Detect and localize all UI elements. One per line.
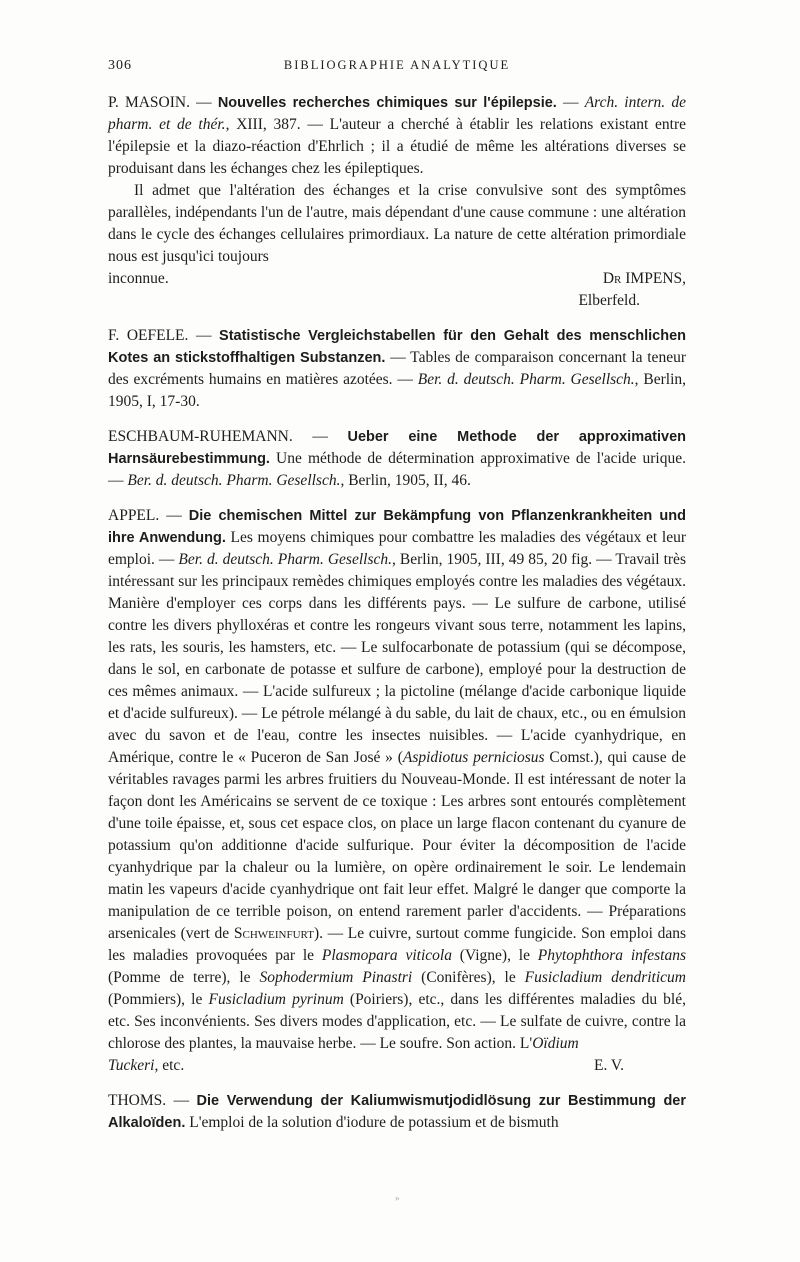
entry-title: Ueber eine Methode der approximativen Harnsäurebestimmung.: [108, 429, 686, 467]
entry-text: (Pomme de terre), le: [108, 969, 260, 986]
person-name: Schweinfurt: [233, 925, 314, 942]
entry-oefele: F. OEFELE. — Statistische Vergleichstabellen für den Gehalt des menschlichen Kotes an stickstoffhaltigen Substanzen. — Tables de comparaison concernant la teneur des excréments humains en matières azotées. — Ber. d. deutsch. Pharm. Gesellsch., Berlin, 1905, I, 17-30.: [108, 327, 687, 410]
entry-text: ). — Le cuivre, surtout comme fungicide. Son emploi dans les maladies provoquées par le: [108, 925, 686, 964]
entry-source: Ber. d. deutsch. Pharm. Gesellsch.: [417, 371, 635, 388]
species-name: Phytophthora infestans: [537, 947, 686, 964]
entry-text: (Pommiers), le: [108, 991, 209, 1008]
running-header: [108, 58, 686, 80]
entry-text: Il admet que l'altération des échanges et la crise convulsive sont des symptômes parallèles, indépendants l'un de l'autre, mais dépendant d'une cause commune : une altération dans le cycle des échanges cellulaires primordiaux. La nature de cette altération primordiale nous est jusqu'ici toujours: [108, 182, 686, 265]
entry-author: APPEL.: [108, 507, 160, 524]
species-name: Tuckeri: [108, 1057, 155, 1074]
reviewer-place: Elberfeld.: [578, 292, 640, 309]
species-name: Aspidiotus perniciosus: [402, 749, 545, 766]
species-name: Oïdium: [532, 1035, 579, 1052]
entry-text: , Berlin, 1905, II, 46.: [340, 472, 471, 489]
entry-source: Ber. d. deutsch. Pharm. Gesellsch.: [178, 551, 392, 568]
stray-mark: »: [395, 1193, 400, 1203]
entry-text: , etc.: [154, 1057, 185, 1074]
entry-eschbaum: ESCHBAUM-RUHEMANN. — Ueber eine Methode der approximativen Harnsäurebestimmung. Une méthode de détermination approximative de l'acide urique. — Ber. d. deutsch. Pharm. Gesellsch., Berlin, 1905, II, 46.: [108, 428, 686, 489]
entry-appel-signoff: [108, 1055, 686, 1077]
entry-thoms: THOMS. — Die Verwendung der Kaliumwismutjodidlösung zur Bestimmung der Alkaloïden. L'emploi de la solution d'iodure de potassium et de bismuth: [108, 1092, 687, 1131]
text-column: [108, 92, 686, 1134]
entry-text: (Vigne), le: [451, 947, 538, 964]
entry-title: Die Verwendung der Kaliumwismutjodidlösung zur Bestimmung der Alkaloïden.: [108, 1093, 687, 1131]
entry-text: , XIII, 387. — L'auteur a cherché à établir les relations existant entre l'épilepsie et la diazo-réaction d'Ehrlich ; il a étudié de même les altérations diverses se produisant dans les échanges chez les épileptiques.: [108, 116, 686, 177]
species-name: Sophodermium Pinastri: [259, 969, 413, 986]
entry-text: , Berlin, 1905, I, 17-30.: [108, 371, 687, 410]
entry-masoin-signoff: [108, 268, 686, 290]
running-title: BIBLIOGRAPHIE ANALYTIQUE: [283, 58, 511, 72]
entry-text: Les moyens chimiques pour combattre les maladies des végétaux et leur emploi. —: [108, 529, 686, 568]
entry-masoin: P. MASOIN. — Nouvelles recherches chimiques sur l'épilepsie. — Arch. intern. de pharm. et de thér., XIII, 387. — L'auteur a cherché à établir les relations existant entre l'épilepsie et la diazo-réaction d'Ehrlich ; il a étudié de même les altérations diverses se produisant dans les échanges chez les épileptiques.: [108, 94, 686, 177]
entry-text: , Berlin, 1905, III, 49 85, 20 fig. — Travail très intéressant sur les principaux remèdes chimiques employés contre les maladies des végétaux. Manière d'employer ces corps dans les différents pays. — Le sulfure de carbone, utilisé contre les divers phylloxéras et contre les rongeurs vivant sous terre, notamment les lapins, les rats, les souris, les hamsters, etc. — Le sulfocarbonate de potassium (qui se décompose, dans le sol, en carbonate de potasse et sulfure de carbone), employé pour la destruction de ces mêmes animaux. — L'acide sulfureux ; la pictoline (mélange d'acide carbonique liquide et d'acide sulfureux). — Le pétrole mélangé à du sable, du lait de chaux, etc., ou en émulsion avec du savon et de l'eau, contre les insectes nuisibles. — L'acide cyanhydrique, en Amérique, contre le « Puceron de San José » (: [108, 551, 686, 766]
reviewer-signature: E. V.: [593, 1057, 624, 1074]
entry-author: F. OEFELE.: [108, 327, 189, 344]
entry-text: (Conifères), le: [412, 969, 525, 986]
entry-author: P. MASOIN.: [108, 94, 190, 111]
entry-text: L'emploi de la solution d'iodure de potassium et de bismuth: [185, 1114, 559, 1131]
entry-text: (Poiriers), etc., dans les différentes maladies du blé, etc. Ses inconvénients. Ses divers modes d'application, etc. — Le sulfate de cuivre, contre la chlorose des plantes, la mauvaise herbe. — Le soufre. Son action. L': [108, 991, 686, 1052]
entry-source: Ber. d. deutsch. Pharm. Gesellsch.: [127, 472, 341, 489]
entry-author: ESCHBAUM-RUHEMANN.: [108, 428, 293, 445]
entry-title: Die chemischen Mittel zur Bekämpfung von Pflanzenkrankheiten und ihre Anwendung.: [108, 508, 686, 546]
species-name: Fusicladium pyrinum: [208, 991, 344, 1008]
entry-appel: APPEL. — Die chemischen Mittel zur Bekämpfung von Pflanzenkrankheiten und ihre Anwendung. Les moyens chimiques pour combattre les maladies des végétaux et leur emploi. — Ber. d. deutsch. Pharm. Gesellsch., Berlin, 1905, III, 49 85, 20 fig. — Travail très intéressant sur les principaux remèdes chimiques employés contre les maladies des végétaux. Manière d'employer ces corps dans les différents pays. — Le sulfure de carbone, utilisé contre les divers phylloxéras et contre les rongeurs vivant sous terre, notamment les lapins, les rats, les souris, les hamsters, etc. — Le sulfocarbonate de potassium (qui se décompose, dans le sol, en carbonate de potasse et sulfure de carbone), employé pour la destruction de ces mêmes animaux. — L'acide sulfureux ; la pictoline (mélange d'acide carbonique liquide et d'acide sulfureux). — Le pétrole mélangé à du sable, du lait de chaux, etc., ou en émulsion avec du savon et de l'eau, contre les insectes nuisibles. — L'acide cyanhydrique, en Amérique, contre le « Puceron de San José » (Aspidiotus perniciosus Comst.), qui cause de véritables ravages parmi les arbres fruitiers du Nouveau-Monde. Il est intéressant de noter la façon dont les Américains se servent de ce toxique : Les arbres sont entourés complètement d'une toile épaisse, et, sous cet espace clos, on place un large flacon contenant du cyanure de potassium qu'on additionne d'acide sulfurique. Pour éviter la décomposition de l'acide cyanhydrique par la chaleur ou la lumière, on opère ordinairement le soir. Le lendemain matin les vapeurs d'acide cyanhydrique ont fait leur effet. Malgré le danger que comporte la manipulation de ce terrible poison, on entend rarement parler d'accidents. — Préparations arsenicales (vert de Schweinfurt). — Le cuivre, surtout comme fungicide. Son emploi dans les maladies provoquées par le Plasmopara viticola (Vigne), le Phytophthora infestans (Pomme de terre), le Sophodermium Pinastri (Conifères), le Fusicladium dendriticum (Pommiers), le Fusicladium pyrinum (Poiriers), etc., dans les différentes maladies du blé, etc. Ses inconvénients. Ses divers modes d'application, etc. — Le sulfate de cuivre, contre la chlorose des plantes, la mauvaise herbe. — Le soufre. Son action. L'Oïdium: [108, 507, 686, 1052]
species-name: Fusicladium dendriticum: [524, 969, 686, 986]
entry-text: Une méthode de détermination approximative de l'acide urique. —: [108, 450, 686, 489]
entry-author: THOMS.: [108, 1092, 167, 1109]
entry-title: Nouvelles recherches chimiques sur l'épilepsie.: [217, 95, 557, 111]
entry-masoin-para2: [108, 180, 686, 268]
species-name: Plasmopara viticola: [321, 947, 452, 964]
entry-source: Arch. intern. de pharm. et de thér.: [108, 94, 686, 133]
entry-text: inconnue.: [108, 270, 169, 287]
entry-text: Comst.), qui cause de véritables ravages parmi les arbres fruitiers du Nouveau-Monde. Il est intéressant de noter la façon dont les Américains se servent de ce toxique : Les arbres sont entourés complètement d'une toile épaisse, et, sous cet espace clos, on place un large flacon contenant du cyanure de potassium qu'on additionne d'acide sulfurique. Pour éviter la décomposition de l'acide cyanhydrique par la chaleur ou la lumière, on opère ordinairement le soir. Le lendemain matin les vapeurs d'acide cyanhydrique ont fait leur effet. Malgré le danger que comporte la manipulation de ce terrible poison, on entend rarement parler d'accidents. — Préparations arsenicales (vert de: [108, 749, 686, 942]
reviewer-signature: Dr IMPENS,: [602, 270, 686, 287]
entry-text: — Tables de comparaison concernant la teneur des excréments humains en matières azotées. —: [108, 349, 686, 388]
page-number: 306: [108, 58, 132, 73]
entry-title: Statistische Vergleichstabellen für den Gehalt des menschlichen Kotes an stickstoffhaltigen Substanzen.: [108, 328, 686, 366]
